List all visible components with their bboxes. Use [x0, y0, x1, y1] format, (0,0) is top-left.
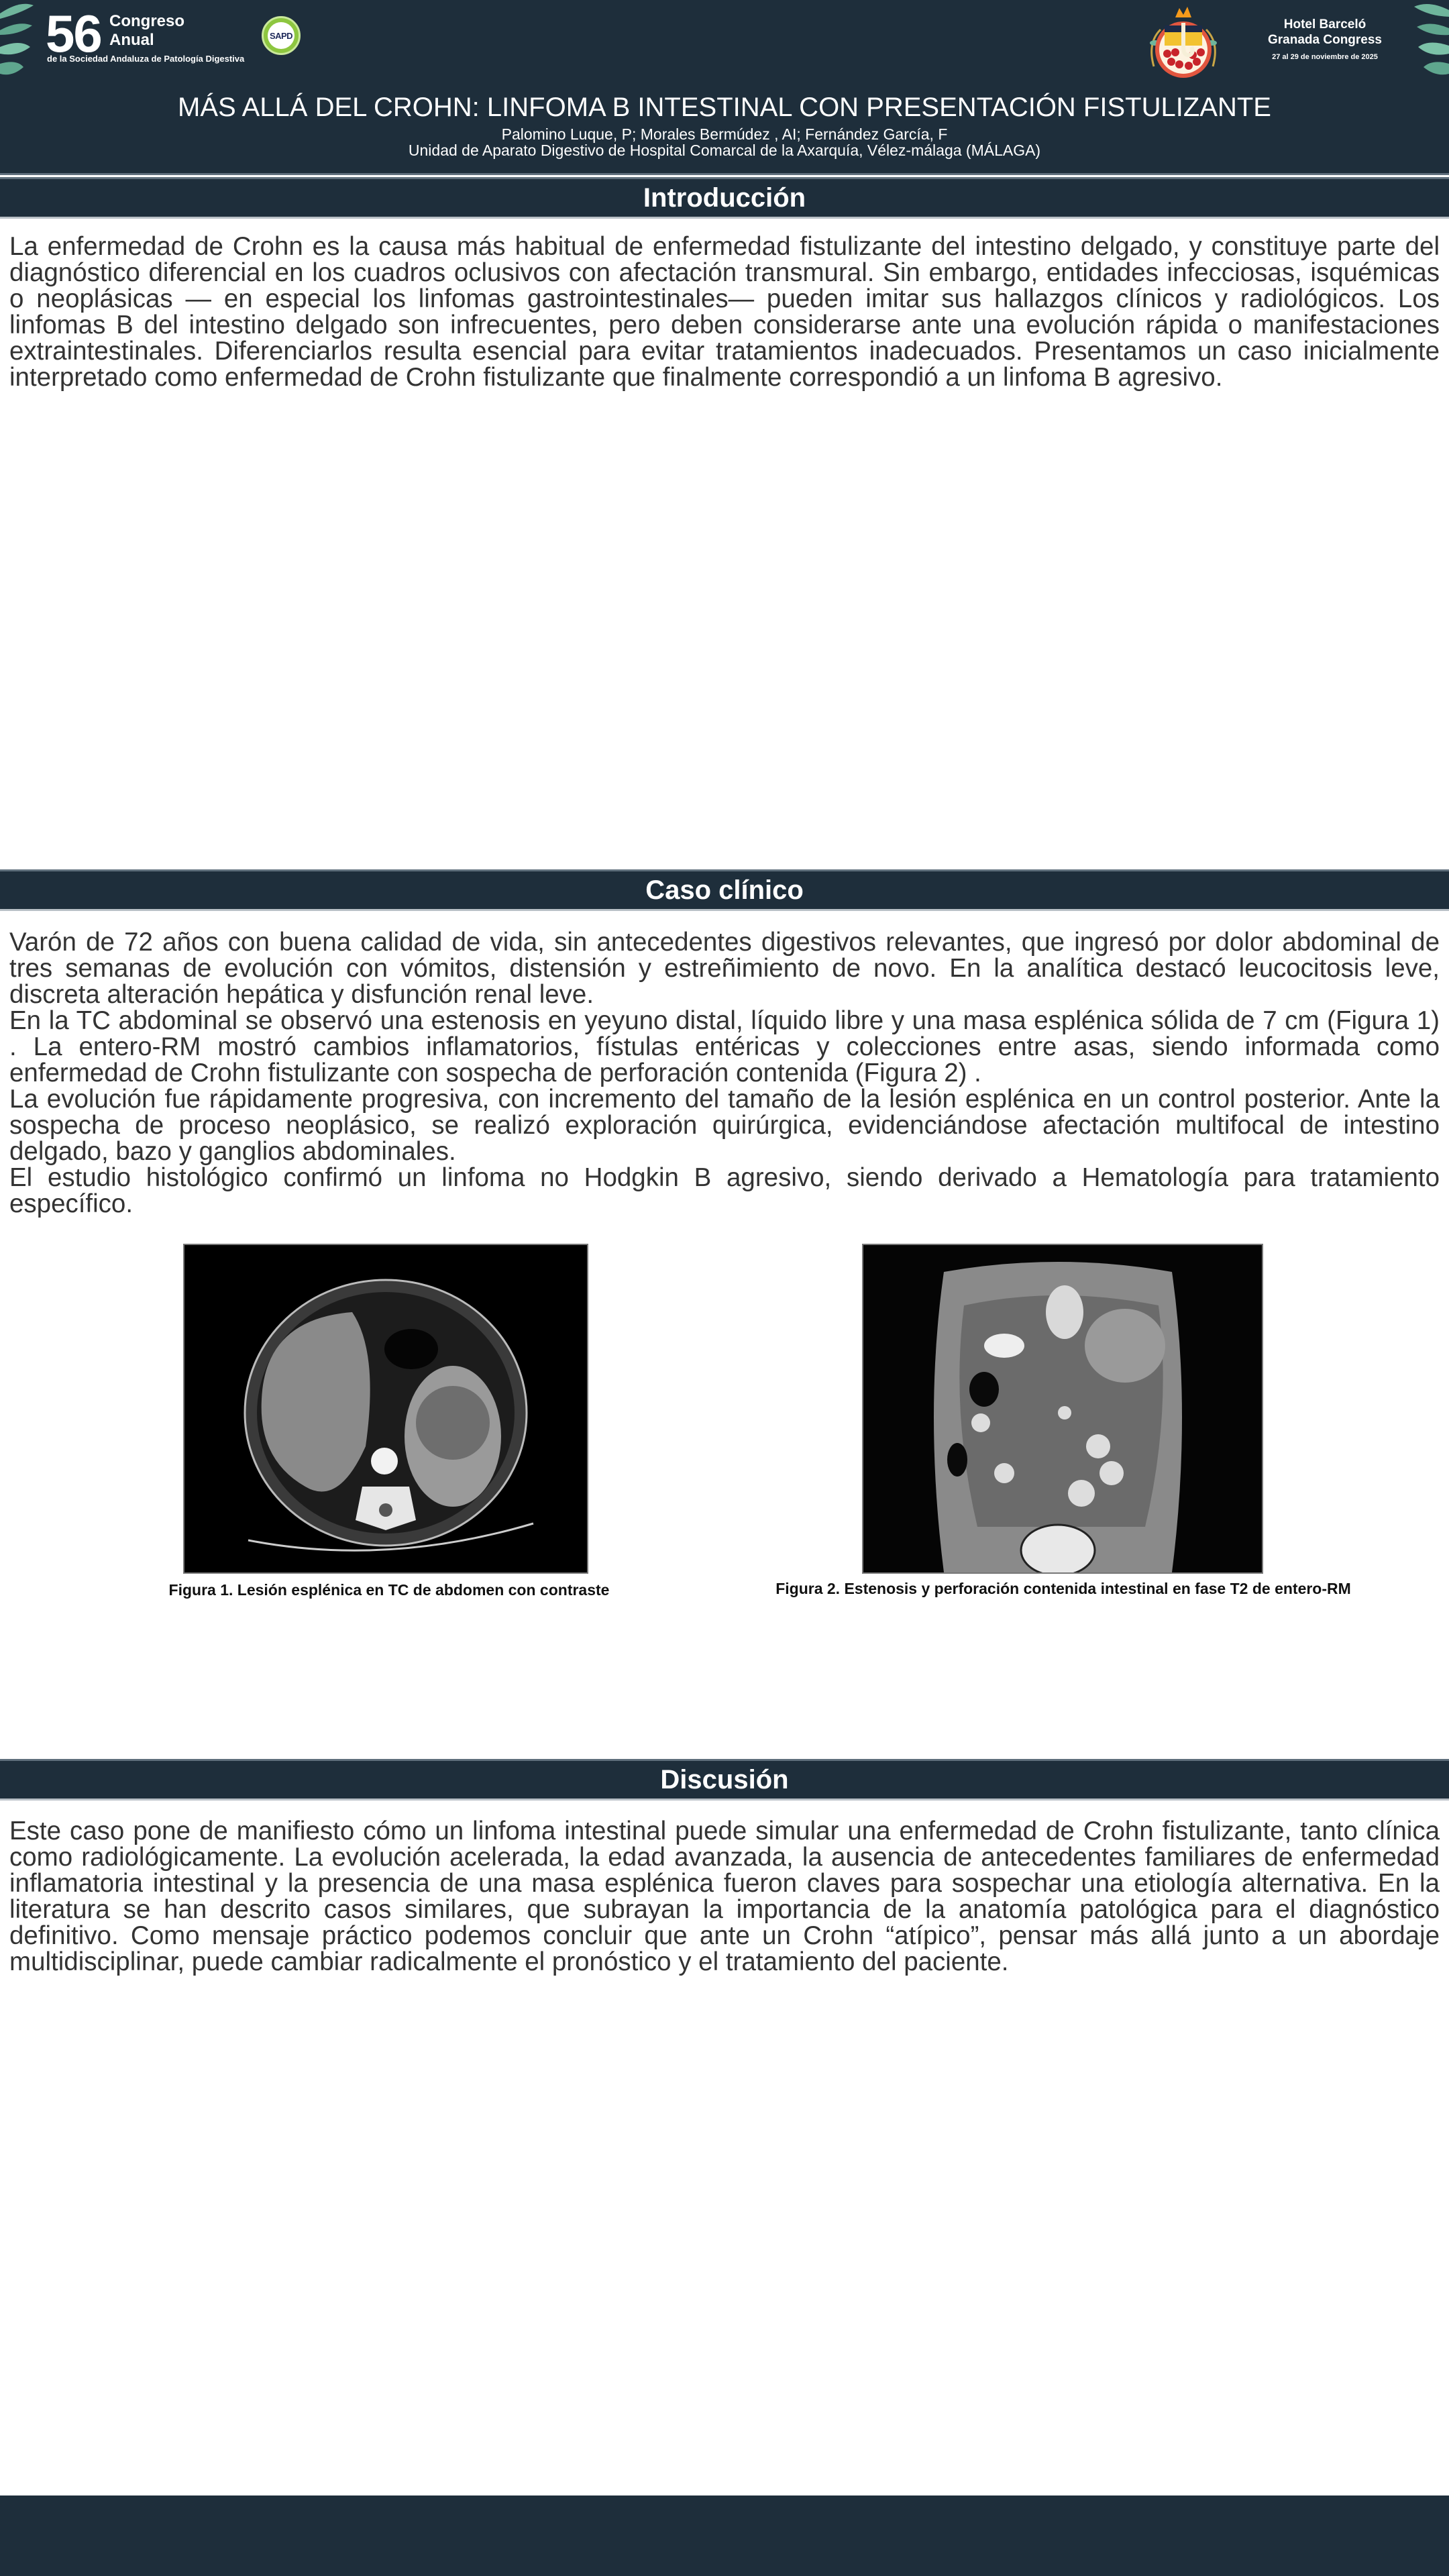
pomegranate-emblem-icon	[1140, 3, 1226, 83]
society-name: de la Sociedad Andaluza de Patología Digestiva	[47, 54, 245, 64]
venue-info	[1254, 17, 1395, 61]
congress-label	[109, 12, 184, 50]
congress-word-1: Congreso	[109, 12, 185, 30]
introduccion-text	[9, 233, 1440, 390]
paragraph: La enfermedad de Crohn es la causa más habitual de enfermedad fistulizante del intestino delgado, y constituye parte del diagnóstico diferencial en los cuadros oclusivos con afectación transmural. Sin embargo, entidades infecciosas, isquémicas o neoplásicas — en especial los linfomas gastrointestinales— pueden imitar sus hallazgos clínicos y radiológicos. Los linfomas B del intestino delgado son infrecuentes, pero deben considerarse ante una evolución rápida o manifestaciones extraintestinales. Diferenciarlos resulta esencial para evitar tratamientos inadecuados. Presentamos un caso inicialmente interpretado como enfermedad de Crohn fistulizante que finalmente correspondió a un linfoma B agresivo.	[9, 232, 1440, 392]
discusion-text	[9, 1818, 1440, 1975]
sapd-logo-icon	[262, 16, 301, 55]
figure-1-ct-image	[183, 1244, 588, 1574]
venue-line-2: Granada Congress	[1268, 33, 1382, 47]
congress-number: 56	[46, 4, 101, 63]
paragraph: El estudio histológico confirmó un linfoma no Hodgkin B agresivo, siendo derivado a Hematología para tratamiento específico.	[9, 1163, 1440, 1218]
section-heading-introduccion	[0, 177, 1449, 219]
paragraph: Este caso pone de manifiesto cómo un linfoma intestinal puede simular una enfermedad de Crohn fistulizante, tanto clínica como radiológicamente. La evolución acelerada, la edad avanzada, la ausencia de antecedentes familiares de enfermedad inflamatoria intestinal y la presencia de una masa esplénica fueron claves para sospechar una etiología alternativa. En la literatura se han descrito casos similares, que subrayan la importancia de la anatomía patológica para el diagnóstico definitivo. Como mensaje práctico podemos concluir que ante un Crohn “atípico”, pensar más allá junto a un abordaje multidisciplinar, puede cambiar radicalmente el pronóstico y el tratamiento del paciente.	[9, 1817, 1440, 1976]
paragraph: En la TC abdominal se observó una estenosis en yeyuno distal, líquido libre y una masa esplénica sólida de 7 cm (Figura 1) . La entero-RM mostró cambios inflamatorios, fístulas entéricas y colecciones entre asas, siendo informada como enfermedad de Crohn fistulizante con sospecha de perforación contenida (Figura 2) .	[9, 1006, 1440, 1087]
poster-footer	[0, 2496, 1449, 2576]
figure-2-caption: Figura 2. Estenosis y perforación contenida intestinal en fase T2 de entero-RM	[775, 1580, 1351, 1597]
ct-scan-illustration	[184, 1245, 587, 1572]
section-title: Caso clínico	[645, 875, 804, 905]
authors: Palomino Luque, P; Morales Bermúdez , AI; Fernández García, F	[501, 125, 948, 143]
affiliation: Unidad de Aparato Digestivo de Hospital Comarcal de la Axarquía, Vélez-málaga (MÁLAGA)	[408, 142, 1041, 159]
mri-scan-illustration	[863, 1245, 1262, 1572]
figure-2-mri-image	[862, 1244, 1263, 1574]
leaf-decoration-icon	[0, 0, 40, 80]
sapd-logo-text: SAPD	[268, 22, 294, 49]
poster-header	[0, 0, 1449, 175]
congress-word-2: Anual	[109, 31, 154, 49]
section-heading-caso-clinico	[0, 869, 1449, 911]
figure-1-caption: Figura 1. Lesión esplénica en TC de abdomen con contraste	[168, 1581, 610, 1599]
paragraph: La evolución fue rápidamente progresiva, con incremento del tamaño de la lesión esplénica en un control posterior. Ante la sospecha de proceso neoplásico, se realizó exploración quirúrgica, evidenciándose afectación multifocal de intestino delgado, bazo y ganglios abdominales.	[9, 1085, 1440, 1166]
poster-title: MÁS ALLÁ DEL CROHN: LINFOMA B INTESTINAL CON PRESENTACIÓN FISTULIZANTE	[178, 93, 1271, 122]
venue-line-1: Hotel Barceló	[1283, 17, 1366, 32]
paragraph: Varón de 72 años con buena calidad de vida, sin antecedentes digestivos relevantes, que ingresó por dolor abdominal de tres semanas de evolución con vómitos, distensión y estreñimiento de novo. En la analítica destacó leucocitosis leve, discreta alteración hepática y disfunción renal leve.	[9, 928, 1440, 1009]
section-heading-discusion	[0, 1759, 1449, 1801]
section-title: Introducción	[643, 182, 806, 213]
event-dates: 27 al 29 de noviembre de 2025	[1272, 53, 1378, 61]
section-title: Discusión	[660, 1764, 789, 1794]
leaf-decoration-icon	[1409, 0, 1449, 80]
caso-clinico-text	[9, 929, 1440, 1217]
